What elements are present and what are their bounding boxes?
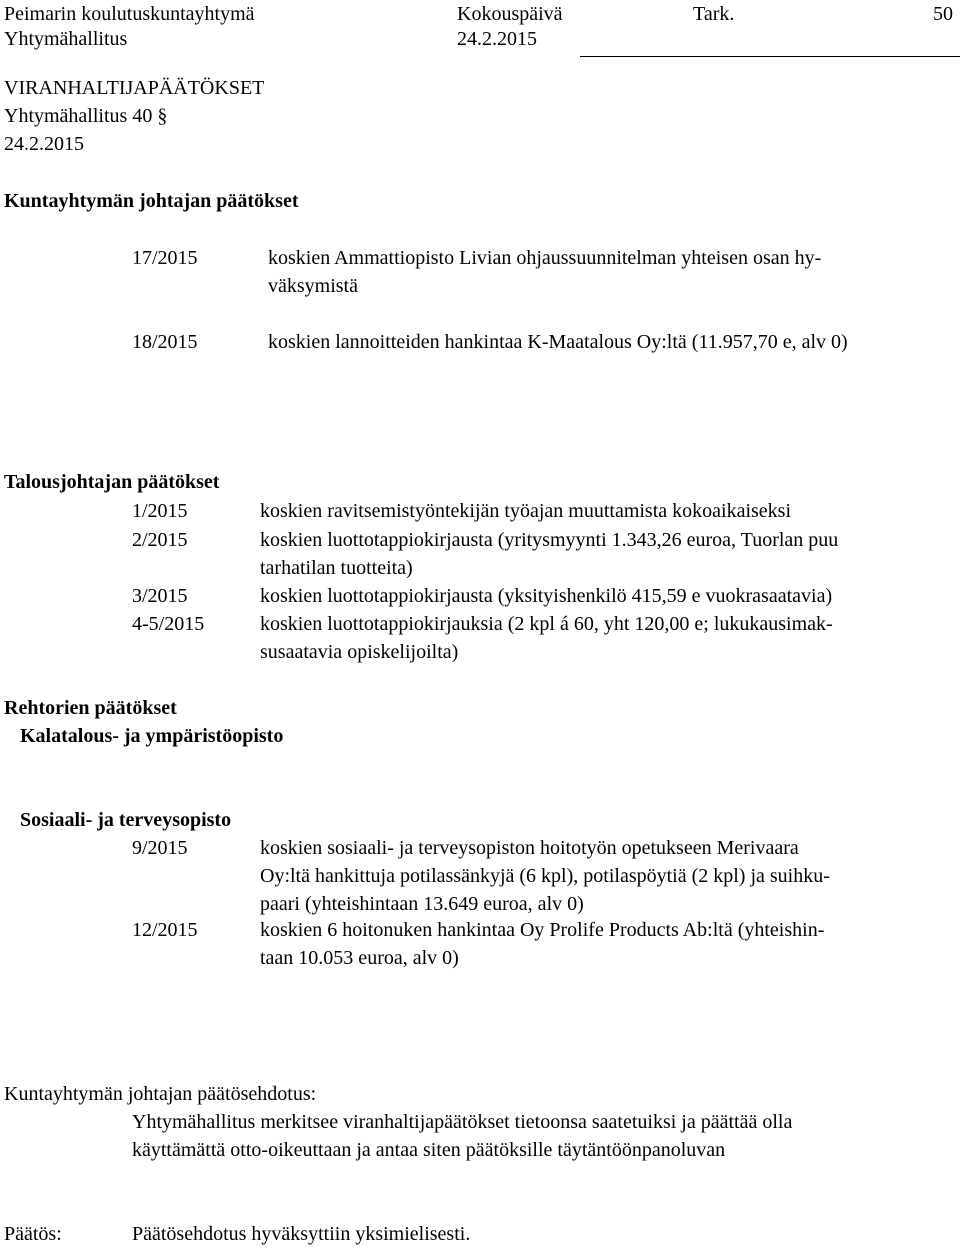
decision-number: 1/2015 [132,500,188,522]
proposal-text-line: käyttämättä otto-oikeuttaan ja antaa siten päätöksille täytäntöönpanoluvan [132,1139,726,1161]
rector-decisions-heading: Rehtorien päätökset [4,697,177,719]
page-number: 50 [933,3,953,25]
board-section-line: Yhtymähallitus 40 § [4,105,168,127]
decision-number: 12/2015 [132,919,198,941]
decision-text-line: koskien lannoitteiden hankintaa K-Maatalous Oy:ltä (11.957,70 e, alv 0) [268,331,848,353]
decision-text-line: Oy:ltä hankittuja potilassänkyjä (6 kpl), potilaspöytiä (2 kpl) ja suihku- [260,865,830,887]
decision-label: Päätös: [4,1223,62,1245]
decision-number: 17/2015 [132,247,198,269]
meeting-date: 24.2.2015 [457,28,537,50]
decision-text-line: koskien luottotappiokirjausta (yksityishenkilö 415,59 e vuokrasaatavia) [260,585,833,607]
decision-number: 9/2015 [132,837,188,859]
board-name: Yhtymähallitus [4,28,128,50]
decision-text: Päätösehdotus hyväksyttiin yksimielisesti. [132,1223,471,1245]
decision-text-line: koskien luottotappiokirjausta (yritysmyynti 1.343,26 euroa, Tuorlan puu [260,529,839,551]
decision-text-line: koskien sosiaali- ja terveysopiston hoitotyön opetukseen Merivaara [260,837,799,859]
check-label: Tark. [693,3,735,25]
decision-number: 4-5/2015 [132,613,205,635]
header-rule [580,56,960,57]
decision-text-line: koskien Ammattiopisto Livian ohjaussuunnitelman yhteisen osan hy- [268,247,822,269]
meeting-date-label: Kokouspäivä [457,3,563,25]
institute-subheading: Kalatalous- ja ympäristöopisto [20,725,284,747]
decision-text-line: väksymistä [268,275,358,297]
decision-text-line: susaatavia opiskelijoilta) [260,641,459,663]
decision-number: 2/2015 [132,529,188,551]
proposal-text-line: Yhtymähallitus merkitsee viranhaltijapäätökset tietoonsa saatetuiksi ja päättää olla [132,1111,793,1133]
director-decisions-heading: Kuntayhtymän johtajan päätökset [4,190,299,212]
org-name: Peimarin koulutuskuntayhtymä [4,3,255,25]
decision-text-line: tarhatilan tuotteita) [260,557,413,579]
decision-number: 18/2015 [132,331,198,353]
decision-text-line: paari (yhteishintaan 13.649 euroa, alv 0) [260,893,584,915]
decision-text-line: koskien ravitsemistyöntekijän työajan muuttamista kokoaikaiseksi [260,500,792,522]
document-title: VIRANHALTIJAPÄÄTÖKSET [4,77,265,99]
finance-decisions-heading: Talousjohtajan päätökset [4,471,220,493]
decision-text-line: koskien luottotappiokirjauksia (2 kpl á 60, yht 120,00 e; lukukausimak- [260,613,833,635]
proposal-label: Kuntayhtymän johtajan päätösehdotus: [4,1083,317,1105]
decision-text-line: taan 10.053 euroa, alv 0) [260,947,459,969]
title-date: 24.2.2015 [4,133,84,155]
social-health-heading: Sosiaali- ja terveysopisto [20,809,232,831]
decision-number: 3/2015 [132,585,188,607]
decision-text-line: koskien 6 hoitonuken hankintaa Oy Prolife Products Ab:ltä (yhteishin- [260,919,825,941]
